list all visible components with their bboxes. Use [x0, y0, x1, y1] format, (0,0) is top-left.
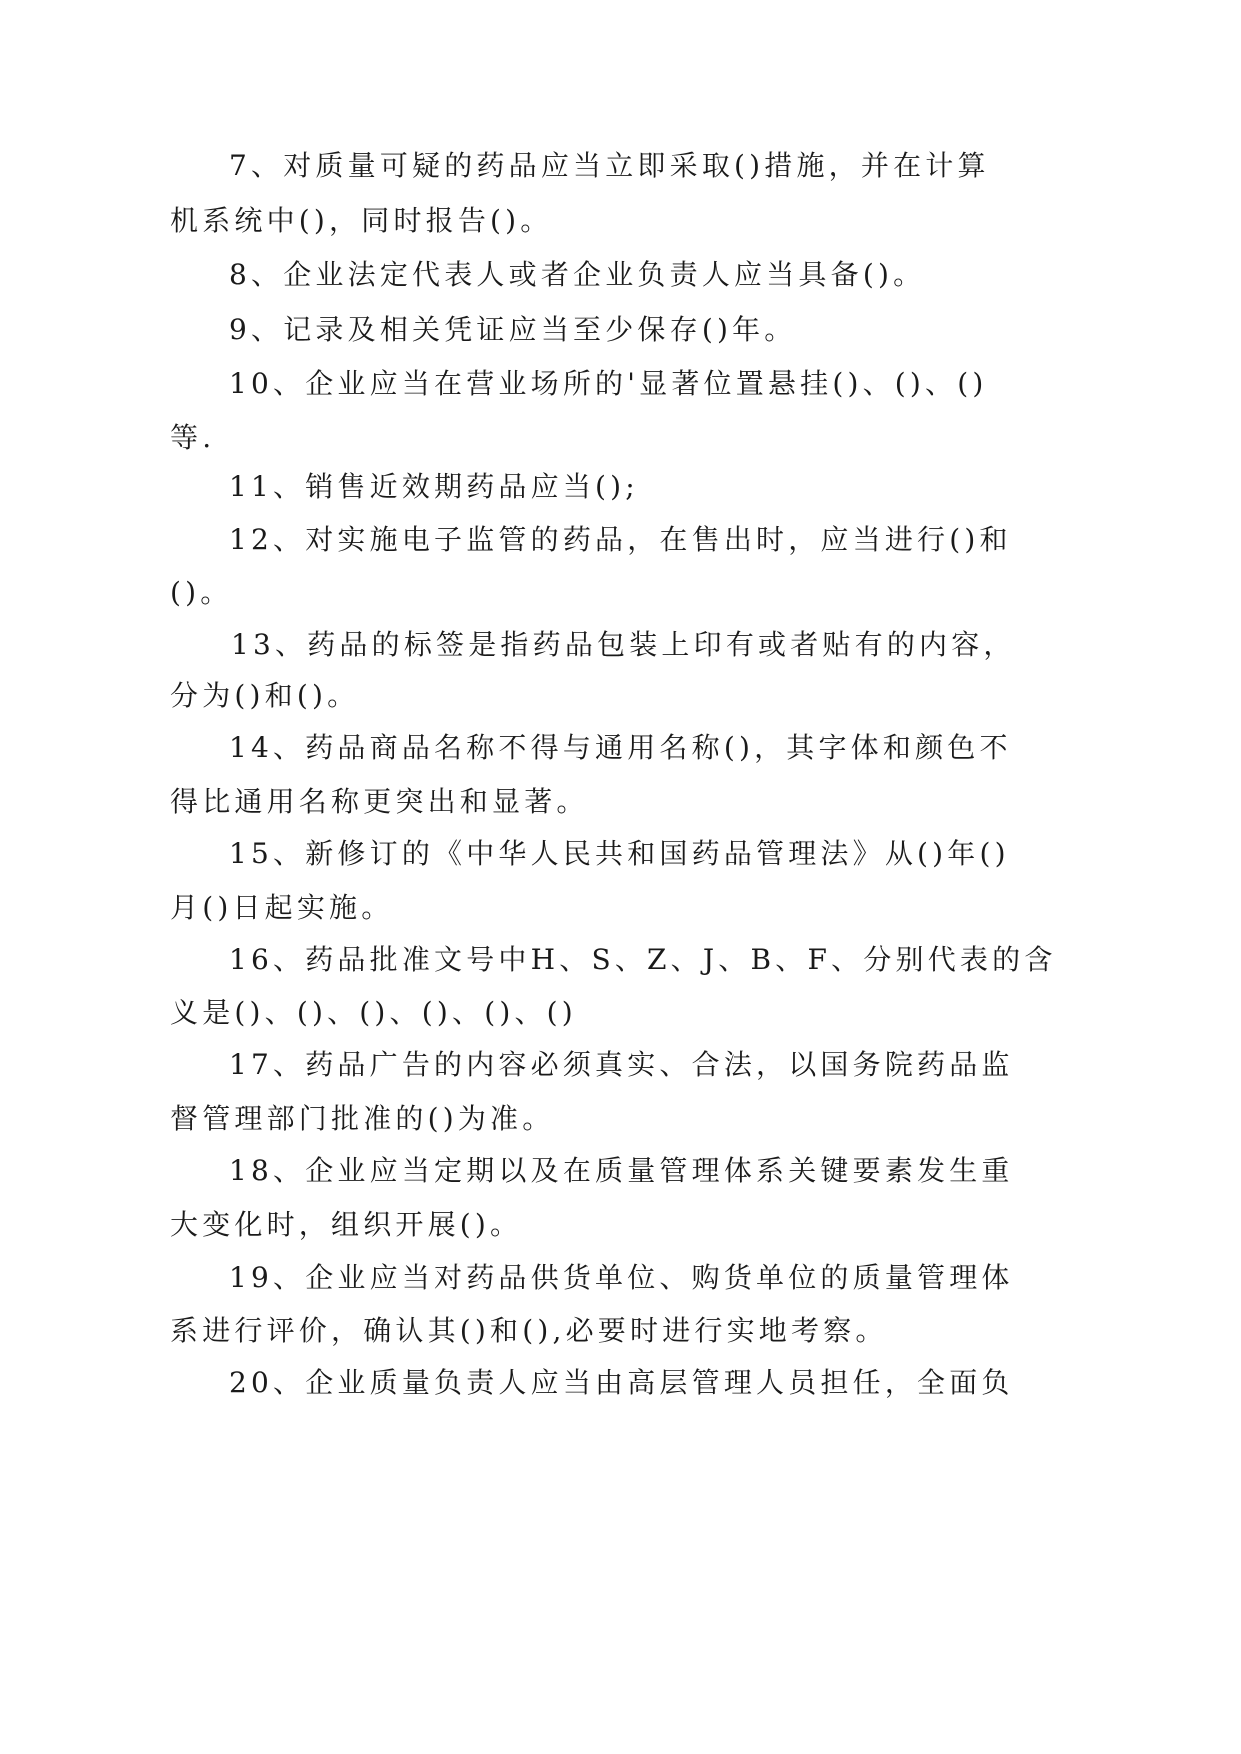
text-line: 10、企业应当在营业场所的'显著位置悬挂()、()、()	[229, 367, 988, 400]
text-line: 9、记录及相关凭证应当至少保存()年。	[229, 313, 797, 346]
text-line: 8、企业法定代表人或者企业负责人应当具备()。	[229, 258, 926, 291]
text-line: 等.	[170, 421, 216, 454]
text-line: 大变化时，组织开展()。	[170, 1208, 523, 1241]
text-line: 12、对实施电子监管的药品，在售出时，应当进行()和	[229, 523, 1012, 556]
text-line: 机系统中()，同时报告()。	[170, 204, 553, 237]
text-line: 督管理部门批准的()为准。	[170, 1102, 555, 1135]
text-line: 系进行评价，确认其()和(),必要时进行实地考察。	[170, 1314, 888, 1347]
text-line: 15、新修订的《中华人民共和国药品管理法》从()年()	[229, 837, 1010, 870]
text-line: 月()日起实施。	[170, 891, 394, 924]
text-line: ()。	[170, 576, 233, 609]
text-line: 16、药品批准文号中H、S、Z、J、B、F、分别代表的含	[229, 943, 1057, 976]
text-line: 分为()和()。	[170, 679, 360, 712]
text-line: 17、药品广告的内容必须真实、合法，以国务院药品监	[229, 1048, 1014, 1081]
text-line: 18、企业应当定期以及在质量管理体系关键要素发生重	[229, 1154, 1014, 1187]
text-line: 19、企业应当对药品供货单位、购货单位的质量管理体	[229, 1261, 1014, 1294]
text-line: 11、销售近效期药品应当();	[229, 470, 639, 503]
text-line: 13、药品的标签是指药品包装上印有或者贴有的内容，	[231, 628, 1016, 661]
text-line: 7、对质量可疑的药品应当立即采取()措施，并在计算	[229, 149, 990, 182]
text-line: 14、药品商品名称不得与通用名称()，其字体和颜色不	[229, 731, 1012, 764]
text-line: 20、企业质量负责人应当由高层管理人员担任，全面负	[229, 1366, 1014, 1399]
text-line: 义是()、()、()、()、()、()	[170, 996, 577, 1029]
text-line: 得比通用名称更突出和显著。	[170, 785, 589, 818]
